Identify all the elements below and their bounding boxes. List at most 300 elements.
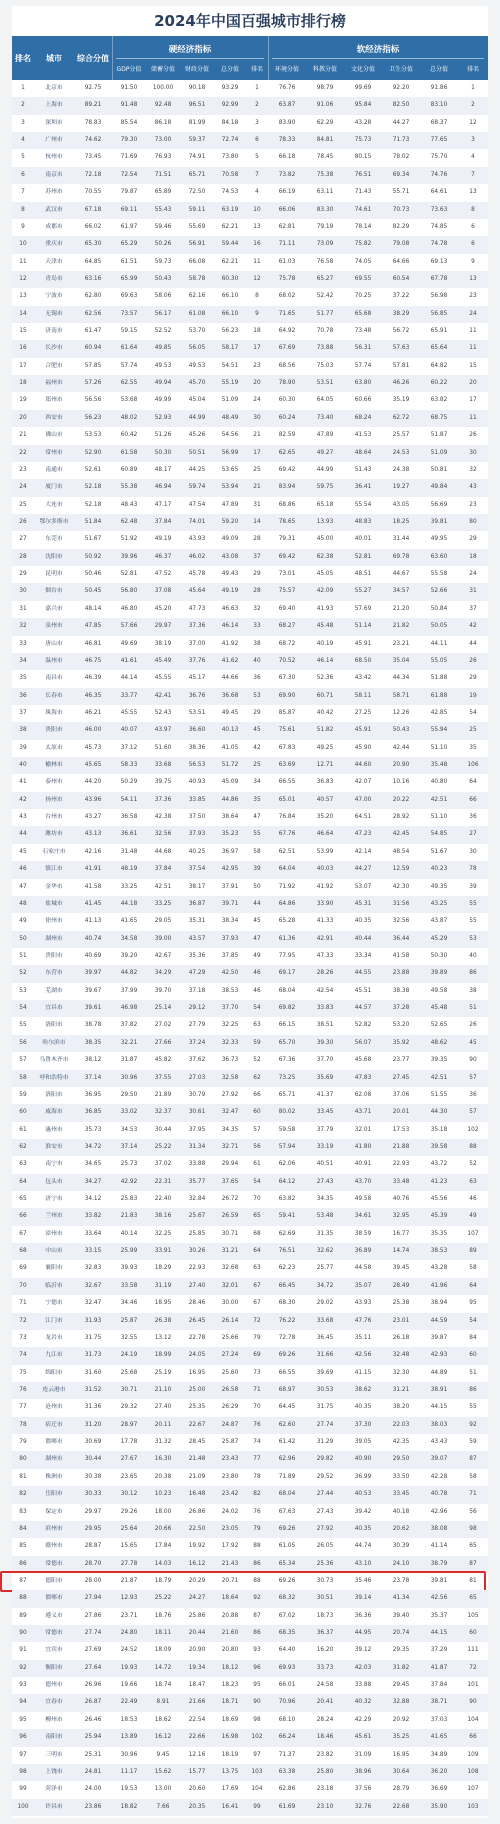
cell-soft-culture: 53.07: [354, 883, 372, 890]
cell-soft-health: 53.20: [392, 1022, 410, 1029]
cell-soft-culture: 48.51: [354, 571, 372, 578]
cell-hard-fiscal: 43.93: [188, 536, 206, 543]
cell-hard-gdp: 32.21: [120, 1039, 138, 1046]
cell-soft-rank: 64: [469, 1282, 477, 1289]
table-row: [12, 1399, 488, 1416]
cell-hard-total: 41.05: [221, 744, 239, 751]
cell-soft-culture: 42.03: [354, 1664, 372, 1671]
cell-hard-total: 56.23: [221, 328, 239, 335]
cell-total: 24.00: [84, 1786, 102, 1793]
cell-rank: 1: [21, 85, 25, 91]
cell-hard-total: 49.09: [221, 536, 239, 543]
cell-soft-edu: 33.83: [316, 1005, 334, 1012]
cell-hard-savings: 27.66: [154, 1039, 172, 1046]
cell-city: 温州市: [45, 657, 63, 664]
cell-soft-rank: 90: [469, 1699, 477, 1706]
cell-soft-health: 42.44: [392, 744, 410, 751]
cell-soft-edu: 73.88: [316, 345, 334, 352]
cell-soft-culture: 41.15: [354, 1369, 372, 1376]
cell-soft-total: 35.48: [430, 762, 448, 769]
cell-soft-total: 35.35: [430, 1230, 448, 1237]
cell-hard-fiscal: 47.54: [188, 501, 206, 508]
cell-soft-total: 45.39: [430, 1213, 448, 1220]
cell-hard-total: 25.87: [221, 1439, 239, 1446]
cell-hard-rank: 13: [253, 223, 261, 230]
cell-total: 51.67: [84, 536, 102, 543]
cell-hard-fiscal: 72.50: [188, 189, 206, 196]
cell-hard-rank: 78: [253, 1473, 261, 1480]
cell-hard-total: 56.99: [221, 449, 239, 456]
cell-soft-env: 64.04: [278, 866, 296, 873]
cell-hard-gdp: 53.68: [120, 397, 138, 404]
cell-soft-health: 25.38: [392, 1300, 410, 1307]
cell-soft-env: 61.03: [278, 258, 296, 265]
cell-hard-gdp: 34.58: [120, 935, 138, 942]
cell-rank: 66: [19, 1213, 27, 1220]
cell-hard-rank: 95: [253, 1682, 261, 1689]
cell-soft-env: 69.26: [278, 1352, 296, 1359]
cell-soft-culture: 76.51: [354, 171, 372, 178]
cell-soft-total: 41.87: [430, 1664, 448, 1671]
cell-soft-culture: 57.74: [354, 362, 372, 369]
cell-hard-rank: 32: [253, 605, 261, 612]
cell-soft-env: 64.12: [278, 1178, 296, 1185]
cell-soft-rank: 38: [469, 987, 477, 994]
cell-soft-rank: 37: [469, 605, 477, 612]
cell-soft-rank: 109: [467, 1751, 479, 1758]
cell-rank: 33: [19, 640, 27, 647]
cell-city: 昆明市: [45, 571, 63, 578]
cell-hard-savings: 21.10: [154, 1387, 172, 1393]
cell-soft-env: 78.65: [278, 519, 296, 525]
cell-soft-edu: 31.35: [316, 1230, 334, 1237]
cell-hard-fiscal: 29.12: [188, 1005, 206, 1012]
cell-total: 42.16: [84, 848, 102, 855]
cell-total: 60.94: [84, 345, 102, 352]
cell-soft-rank: 11: [469, 414, 477, 421]
cell-total: 36.85: [84, 1109, 102, 1116]
cell-city: 合肥市: [45, 362, 63, 369]
cell-soft-culture: 95.84: [354, 102, 372, 109]
cell-hard-fiscal: 22.67: [188, 1421, 206, 1428]
cell-soft-health: 26.18: [392, 1334, 410, 1341]
cell-hard-gdp: 11.17: [120, 1768, 138, 1775]
cell-soft-health: 42.35: [392, 1439, 410, 1446]
cell-soft-health: 42.45: [392, 831, 410, 838]
cell-hard-rank: 55: [253, 831, 261, 838]
cell-soft-env: 67.83: [278, 744, 296, 751]
cell-soft-culture: 38.62: [354, 1387, 372, 1393]
cell-soft-env: 65.71: [278, 1091, 296, 1098]
cell-hard-rank: 74: [253, 1439, 261, 1446]
cell-hard-gdp: 39.20: [120, 953, 138, 959]
cell-soft-env: 59.58: [278, 1126, 296, 1133]
cell-soft-health: 82.50: [392, 102, 410, 109]
table-row: [12, 1156, 488, 1173]
cell-rank: 21: [19, 432, 27, 439]
cell-soft-rank: 53: [469, 935, 477, 942]
cell-soft-culture: 32.76: [354, 1803, 372, 1810]
cell-soft-total: 50.81: [430, 466, 448, 473]
cell-total: 24.81: [84, 1768, 102, 1775]
cell-soft-culture: 44.60: [354, 762, 372, 769]
cell-hard-rank: 24: [253, 397, 261, 404]
cell-hard-savings: 49.85: [154, 345, 172, 352]
cell-hard-savings: 32.56: [154, 831, 172, 838]
cell-soft-rank: 23: [469, 501, 477, 508]
cell-soft-total: 51.10: [430, 744, 448, 751]
cell-hard-total: 23.05: [221, 1525, 239, 1532]
cell-hard-fiscal: 33.88: [188, 1161, 206, 1168]
cell-soft-env: 68.35: [278, 1630, 296, 1637]
cell-hard-total: 37.85: [221, 953, 239, 959]
cell-soft-edu: 29.82: [316, 1456, 334, 1463]
cell-city: 烟台市: [45, 588, 63, 595]
cell-total: 31.73: [84, 1352, 102, 1359]
cell-total: 27.86: [84, 1612, 102, 1619]
cell-soft-env: 71.92: [278, 883, 296, 890]
cell-soft-health: 40.18: [392, 1508, 410, 1515]
cell-city: 沧州市: [45, 1404, 63, 1411]
table-row: [12, 601, 488, 618]
cell-soft-edu: 73.40: [316, 414, 334, 421]
cell-hard-gdp: 33.77: [120, 692, 138, 699]
cell-soft-health: 30.64: [392, 1768, 410, 1775]
cell-soft-health: 31.82: [392, 1664, 410, 1671]
cell-rank: 18: [19, 380, 27, 387]
cell-soft-culture: 40.32: [354, 1699, 372, 1706]
cell-hard-savings: 42.51: [154, 883, 172, 890]
table-row: [12, 740, 488, 757]
cell-soft-env: 67.02: [278, 1612, 296, 1619]
cell-hard-fiscal: 56.53: [188, 762, 206, 769]
cell-city: 长春市: [45, 692, 63, 699]
cell-hard-fiscal: 65.71: [188, 171, 206, 178]
cell-soft-rank: 26: [469, 657, 477, 664]
cell-city: 唐山市: [45, 640, 63, 647]
cell-hard-fiscal: 32.84: [188, 1196, 206, 1203]
cell-hard-total: 18.69: [221, 1716, 239, 1723]
cell-rank: 19: [19, 397, 27, 404]
cell-hard-fiscal: 26.86: [188, 1508, 206, 1515]
cell-hard-rank: 6: [255, 137, 259, 144]
cell-hard-gdp: 52.81: [120, 571, 138, 578]
cell-hard-gdp: 34.46: [120, 1300, 138, 1307]
cell-rank: 88: [19, 1595, 27, 1602]
cell-hard-total: 62.21: [221, 258, 239, 265]
cell-soft-health: 35.92: [392, 1039, 410, 1046]
cell-hard-gdp: 30.96: [120, 1074, 138, 1081]
table-row: [12, 1747, 488, 1764]
cell-hard-gdp: 57.74: [120, 362, 138, 369]
header-hard-rank: 排名: [250, 66, 263, 73]
cell-soft-rank: 9: [471, 258, 475, 265]
cell-soft-env: 65.34: [278, 1560, 296, 1567]
cell-soft-rank: 66: [469, 796, 477, 803]
table-row: [12, 479, 488, 496]
cell-soft-health: 44.34: [392, 675, 410, 682]
cell-city: 郑州市: [45, 397, 63, 404]
cell-hard-rank: 70: [253, 1196, 261, 1203]
table-row: [12, 1122, 488, 1139]
table-row: [12, 1087, 488, 1104]
cell-total: 52.18: [84, 484, 102, 491]
cell-hard-total: 24.87: [221, 1421, 239, 1428]
cell-hard-rank: 66: [253, 1091, 261, 1098]
cell-hard-savings: 22.40: [154, 1196, 172, 1203]
cell-soft-health: 24.38: [392, 466, 410, 473]
cell-city: 济南市: [45, 328, 63, 335]
cell-city: 宁德市: [45, 1300, 63, 1307]
cell-city: 广州市: [45, 137, 63, 144]
cell-hard-savings: 44.68: [154, 848, 172, 855]
cell-soft-culture: 43.71: [354, 1109, 372, 1116]
cell-rank: 53: [19, 987, 27, 994]
cell-soft-total: 35.37: [430, 1612, 448, 1619]
cell-hard-gdp: 48.02: [120, 414, 138, 421]
cell-soft-edu: 39.69: [316, 1369, 334, 1376]
cell-total: 40.69: [84, 953, 102, 959]
cell-soft-total: 39.35: [430, 1057, 448, 1064]
cell-hard-savings: 9.45: [156, 1751, 170, 1758]
cell-city: 南昌市: [45, 675, 63, 682]
cell-hard-rank: 63: [253, 1265, 261, 1272]
cell-hard-fiscal: 20.35: [188, 1803, 206, 1810]
cell-soft-total: 43.28: [430, 1265, 448, 1272]
cell-hard-savings: 20.38: [154, 1473, 172, 1480]
cell-soft-env: 68.56: [278, 362, 296, 369]
cell-hard-total: 73.80: [221, 154, 239, 161]
cell-soft-env: 82.59: [278, 432, 296, 439]
cell-soft-rank: 59: [469, 1439, 477, 1446]
cell-total: 33.64: [84, 1230, 102, 1237]
cell-soft-edu: 34.35: [316, 1196, 334, 1203]
cell-soft-culture: 37.30: [354, 1421, 372, 1428]
cell-rank: 42: [19, 796, 27, 803]
cell-hard-gdp: 50.29: [120, 779, 138, 786]
cell-soft-culture: 99.69: [354, 85, 372, 91]
cell-hard-savings: 38.16: [154, 1213, 172, 1220]
cell-hard-rank: 64: [253, 1248, 261, 1255]
cell-soft-edu: 30.73: [316, 1577, 334, 1584]
cell-rank: 95: [19, 1716, 27, 1723]
cell-soft-total: 67.78: [430, 275, 448, 282]
cell-soft-rank: 29: [469, 536, 477, 543]
cell-soft-total: 52.66: [430, 588, 448, 595]
cell-hard-fiscal: 27.03: [188, 1074, 206, 1081]
cell-hard-fiscal: 62.16: [188, 293, 206, 300]
cell-soft-env: 68.32: [278, 1595, 296, 1602]
cell-hard-total: 20.88: [221, 1612, 239, 1619]
cell-soft-culture: 39.05: [354, 1439, 372, 1446]
ranking-sheet: [12, 6, 488, 1818]
table-row: [12, 688, 488, 705]
cell-city: 镇江市: [45, 866, 63, 873]
table-row: [12, 879, 488, 896]
cell-soft-rank: 36: [469, 814, 477, 821]
cell-soft-health: 32.30: [392, 1369, 410, 1376]
cell-soft-rank: 15: [469, 362, 477, 369]
cell-soft-rank: 95: [469, 1300, 477, 1307]
cell-rank: 72: [19, 1317, 27, 1324]
cell-soft-rank: 60: [469, 1630, 477, 1637]
cell-rank: 55: [19, 1022, 27, 1029]
cell-soft-culture: 45.91: [354, 640, 372, 647]
cell-rank: 91: [19, 1647, 27, 1654]
cell-city: 包头市: [45, 1178, 63, 1185]
cell-soft-culture: 47.76: [354, 1317, 372, 1324]
cell-rank: 97: [19, 1751, 27, 1758]
cell-rank: 57: [19, 1057, 27, 1064]
cell-soft-culture: 64.51: [354, 814, 372, 821]
cell-hard-fiscal: 40.93: [188, 779, 206, 786]
cell-hard-total: 40.13: [221, 727, 239, 734]
cell-hard-rank: 46: [253, 970, 261, 977]
cell-hard-rank: 72: [253, 1317, 261, 1324]
cell-soft-env: 69.90: [278, 692, 296, 699]
table-row: [12, 1590, 488, 1607]
cell-total: 25.94: [84, 1734, 102, 1741]
cell-soft-edu: 40.03: [316, 866, 334, 873]
cell-soft-health: 32.56: [392, 918, 410, 925]
cell-rank: 90: [19, 1630, 27, 1637]
cell-soft-env: 65.70: [278, 1039, 296, 1046]
cell-hard-total: 60.30: [221, 275, 239, 282]
cell-soft-rank: 98: [469, 1525, 477, 1532]
cell-soft-rank: 64: [469, 779, 477, 786]
cell-soft-health: 36.44: [392, 935, 410, 942]
cell-soft-edu: 25.80: [316, 1768, 334, 1775]
cell-total: 30.33: [84, 1491, 102, 1498]
cell-hard-rank: 88: [253, 1577, 261, 1584]
cell-soft-edu: 44.99: [316, 466, 334, 473]
cell-soft-total: 42.93: [430, 1352, 448, 1359]
cell-soft-total: 42.28: [430, 1473, 448, 1480]
cell-soft-env: 70.96: [278, 1699, 296, 1706]
cell-soft-health: 24.53: [392, 449, 410, 456]
table-row: [12, 1625, 488, 1642]
cell-rank: 59: [19, 1091, 27, 1098]
cell-hard-total: 18.71: [221, 1699, 239, 1706]
cell-hard-rank: 67: [253, 1300, 261, 1307]
cell-hard-savings: 8.91: [156, 1699, 170, 1706]
cell-rank: 39: [19, 744, 27, 751]
cell-hard-gdp: 37.12: [120, 744, 138, 751]
cell-hard-gdp: 61.64: [120, 345, 138, 352]
cell-soft-culture: 55.54: [354, 501, 372, 508]
cell-soft-culture: 40.91: [354, 1161, 372, 1168]
cell-hard-total: 84.18: [221, 119, 239, 126]
cell-soft-culture: 74.05: [354, 258, 372, 265]
cell-total: 31.52: [84, 1387, 102, 1393]
cell-soft-edu: 41.37: [316, 1091, 334, 1098]
cell-soft-rank: 63: [469, 1178, 477, 1185]
cell-soft-total: 38.03: [430, 1421, 448, 1428]
cell-hard-total: 70.58: [221, 171, 239, 178]
cell-hard-fiscal: 20.29: [188, 1577, 206, 1584]
cell-soft-env: 62.81: [278, 223, 296, 230]
cell-hard-rank: 88: [253, 1543, 261, 1550]
cell-soft-total: 51.09: [430, 449, 448, 456]
cell-soft-culture: 42.14: [354, 848, 372, 855]
cell-hard-total: 30.00: [221, 1300, 239, 1307]
table-row: [12, 254, 488, 271]
cell-city: 无锡市: [45, 310, 63, 317]
cell-soft-env: 63.69: [278, 762, 296, 769]
cell-soft-health: 64.66: [392, 258, 410, 265]
cell-soft-env: 66.19: [278, 189, 296, 196]
cell-hard-gdp: 44.18: [120, 900, 138, 907]
cell-hard-savings: 32.25: [154, 1230, 172, 1237]
cell-rank: 2: [21, 102, 25, 109]
table-row: [12, 1469, 488, 1486]
table-header: [12, 36, 488, 80]
cell-hard-gdp: 46.98: [120, 1005, 138, 1012]
cell-hard-fiscal: 33.85: [188, 796, 206, 803]
cell-soft-rank: 30: [469, 449, 477, 456]
table-row: [12, 167, 488, 184]
cell-hard-gdp: 25.73: [120, 1161, 138, 1168]
cell-soft-edu: 25.77: [316, 1265, 334, 1272]
cell-hard-gdp: 40.14: [120, 1230, 138, 1237]
cell-hard-total: 21.43: [221, 1560, 239, 1567]
table-row: [12, 549, 488, 566]
cell-hard-total: 20.80: [221, 1647, 239, 1654]
cell-soft-env: 67.63: [278, 1508, 296, 1515]
cell-soft-env: 66.15: [278, 1022, 296, 1029]
cell-city: 青岛市: [45, 275, 63, 282]
cell-hard-fiscal: 22.50: [188, 1525, 206, 1532]
cell-hard-fiscal: 74.01: [188, 519, 206, 525]
cell-soft-rank: 84: [469, 1334, 477, 1341]
cell-hard-savings: 52.93: [154, 414, 172, 421]
cell-soft-rank: 108: [467, 1768, 479, 1775]
cell-hard-rank: 21: [253, 432, 261, 439]
cell-city: 杭州市: [45, 154, 63, 161]
cell-soft-rank: 92: [469, 1421, 477, 1428]
cell-soft-total: 74.78: [430, 241, 448, 248]
cell-soft-total: 74.76: [430, 171, 448, 178]
table-row: [12, 392, 488, 409]
cell-hard-savings: 51.26: [154, 432, 172, 439]
cell-soft-rank: 11: [469, 328, 477, 335]
table-row: [12, 896, 488, 913]
cell-total: 74.62: [84, 137, 102, 144]
cell-soft-health: 23.21: [392, 640, 410, 647]
cell-rank: 86: [19, 1560, 27, 1567]
cell-hard-fiscal: 28.46: [188, 1300, 206, 1307]
cell-total: 62.56: [84, 310, 102, 317]
cell-soft-edu: 18.73: [316, 1612, 334, 1619]
cell-rank: 16: [19, 345, 27, 352]
cell-soft-total: 41.96: [430, 1282, 448, 1289]
cell-soft-health: 79.08: [392, 241, 410, 248]
cell-soft-rank: 31: [469, 588, 477, 595]
cell-soft-rank: 66: [469, 1734, 477, 1741]
cell-rank: 89: [19, 1612, 27, 1619]
cell-soft-env: 78.90: [278, 380, 296, 387]
cell-soft-edu: 83.30: [316, 206, 334, 213]
cell-soft-total: 73.63: [430, 206, 448, 213]
cell-soft-culture: 44.57: [354, 1005, 372, 1012]
cell-rank: 70: [19, 1282, 27, 1289]
cell-soft-edu: 31.29: [316, 1439, 334, 1446]
cell-hard-gdp: 25.87: [120, 1317, 138, 1324]
cell-total: 38.12: [84, 1057, 102, 1064]
cell-soft-culture: 49.58: [354, 1196, 372, 1203]
cell-soft-rank: 106: [467, 762, 479, 769]
cell-soft-total: 38.08: [430, 1525, 448, 1532]
